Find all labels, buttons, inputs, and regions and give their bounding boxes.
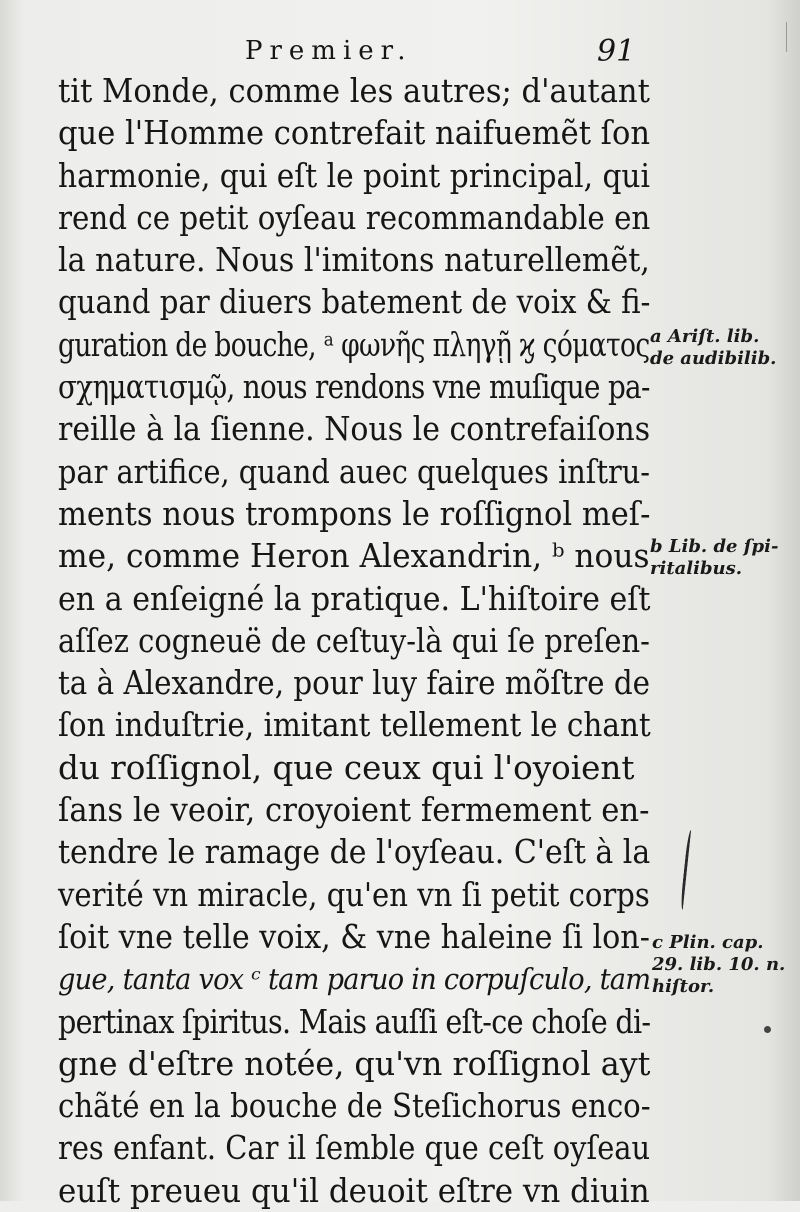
text-line: pertinax ſpiritus. Mais auſſi eſt-ce choſe di- xyxy=(58,1001,651,1041)
text-line: ſon induſtrie, imitant tellement le chant xyxy=(58,705,651,745)
text-line-greek: σχηματισμῷ, nous rendons vne muſique pa- xyxy=(58,367,650,407)
margin-note-line: a Ariſt. lib. xyxy=(650,326,760,347)
text-line: ments nous trompons le roſſignol meſ- xyxy=(58,493,651,533)
text-line: en a enſeigné la pratique. L'hiſtoire eſt xyxy=(58,578,651,618)
text-line: par artifice, quand auec quelques inſtru- xyxy=(58,451,651,491)
text-line: que l'Homme contrefait naifuemẽt ſon xyxy=(58,113,651,153)
running-title: Premier. xyxy=(245,36,413,66)
margin-note-b xyxy=(650,536,778,580)
text-line: res enfant. Car il ſemble que ceſt oyſeau xyxy=(58,1128,651,1168)
page-number: 91 xyxy=(597,34,636,69)
text-line: du roſſignol, que ceux qui l'oyoient xyxy=(58,747,635,787)
margin-note-a xyxy=(650,326,776,370)
margin-note-line: ritalibus. xyxy=(650,558,743,579)
text-line: reille à la ſienne. Nous le contrefaiſons xyxy=(58,409,651,449)
text-line: aſſez cogneuë de ceſtuy-là qui ſe preſen- xyxy=(58,620,650,660)
margin-note-c xyxy=(652,932,785,998)
text-line: harmonie, qui eſt le point principal, qui xyxy=(58,155,650,195)
text-line: tendre le ramage de l'oyſeau. C'eſt à la xyxy=(58,832,651,872)
margin-note-line: b Lib. de ſpi- xyxy=(650,536,779,557)
text-line: verité vn miracle, qu'en vn ſi petit corps xyxy=(58,874,650,914)
text-line-latin-quote: gue, tanta vox ᶜ tam paruo in corpuſculo, tam xyxy=(58,962,651,997)
text-line: quand par diuers batement de voix & fi- xyxy=(58,282,651,322)
margin-note-line: de audibilib. xyxy=(650,348,777,369)
text-line: gne d'eſtre notée, qu'vn roſſignol ayt xyxy=(58,1043,651,1083)
margin-note-line: hiſtor. xyxy=(652,976,715,997)
text-line: chãté en la bouche de Steſichorus enco- xyxy=(58,1086,651,1126)
margin-note-line: c Plin. cap. xyxy=(652,932,764,953)
text-line: ſans le veoir, croyoient fermement en- xyxy=(58,790,650,830)
text-line: tit Monde, comme les autres; d'autant xyxy=(58,71,650,110)
ink-stroke xyxy=(680,830,695,910)
text-line-greek: guration de bouche, ᵃ φωνῆς πληγῇ ϗ ςόματος xyxy=(58,324,650,364)
margin-note-line: 29. lib. 10. n. xyxy=(652,954,786,975)
text-line: ta à Alexandre, pour luy faire mõſtre de xyxy=(58,663,651,703)
text-line: la nature. Nous l'imitons naturellemẽt, xyxy=(58,240,650,280)
text-line: rend ce petit oyſeau recommandable en xyxy=(58,197,651,237)
text-line: euſt preueu qu'il deuoit eſtre vn diuin xyxy=(58,1170,650,1210)
text-line: me, comme Heron Alexandrin, ᵇ nous xyxy=(58,536,650,576)
text-line: ſoit vne telle voix, & vne haleine ſi lon- xyxy=(58,916,650,956)
ink-dot xyxy=(764,1026,771,1033)
